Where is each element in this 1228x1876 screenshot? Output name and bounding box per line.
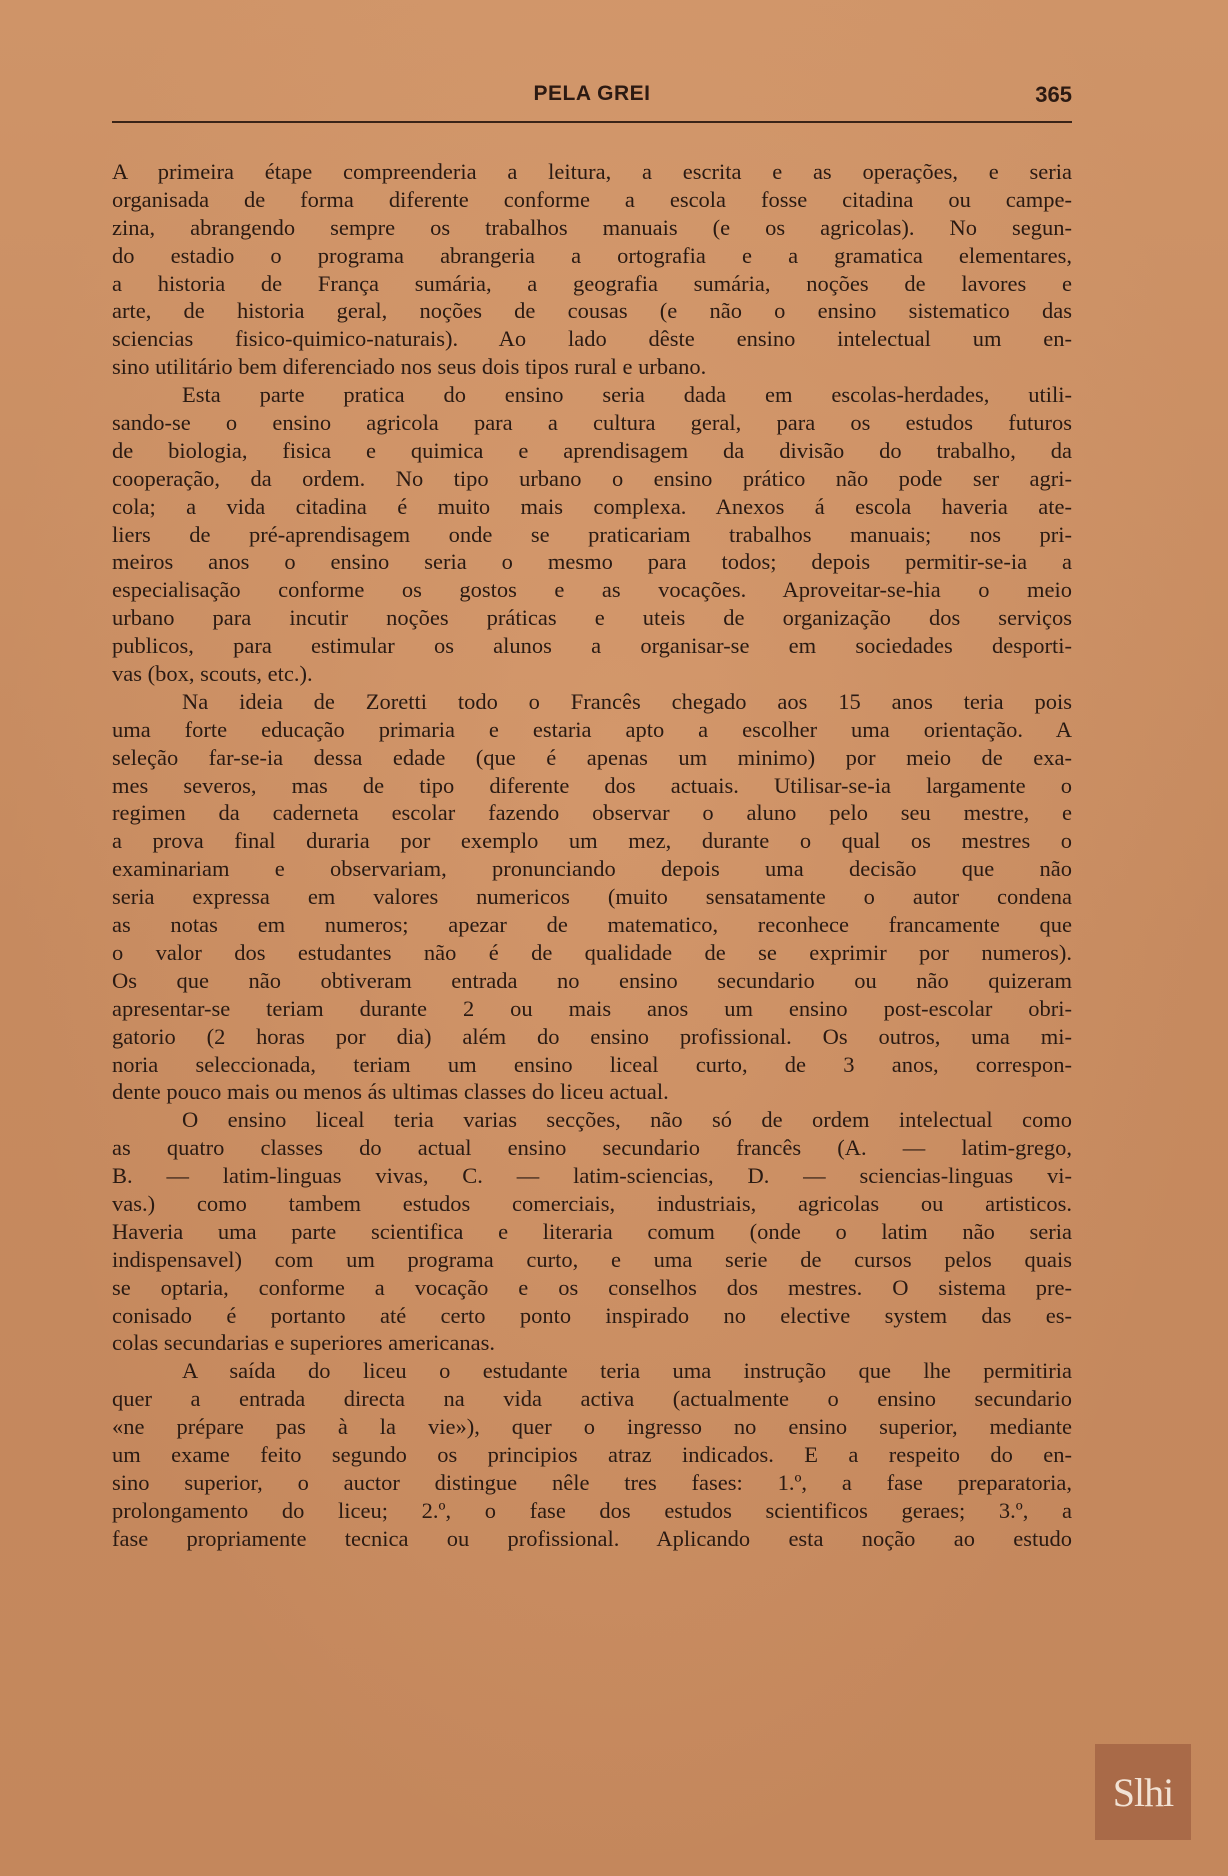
text-line: apresentar-se teriam durante 2 ou mais anos um ensino post-escolar obri- xyxy=(112,995,1072,1021)
text-line: colas secundarias e superiores americanas. xyxy=(112,1330,495,1356)
body-text xyxy=(112,158,1072,1553)
text-line: as notas em numeros; apezar de matematico, reconhece francamente que xyxy=(112,912,1072,938)
text-line: de biologia, fisica e quimica e aprendisagem da divisão do trabalho, da xyxy=(112,437,1072,463)
text-line: quer a entrada directa na vida activa (actualmente o ensino secundario xyxy=(112,1386,1072,1412)
text-line: urbano para incutir noções práticas e uteis de organização dos serviços xyxy=(112,605,1072,631)
text-line: liers de pré-aprendisagem onde se praticariam trabalhos manuais; nos pri- xyxy=(112,521,1072,547)
text-line: organisada de forma diferente conforme a escola fosse citadina ou campe- xyxy=(112,186,1072,212)
text-line: meiros anos o ensino seria o mesmo para todos; depois permitir-se-ia a xyxy=(112,549,1072,575)
text-line: A saída do liceu o estudante teria uma instrução que lhe permitiria xyxy=(182,1358,1072,1384)
text-line: A primeira étape compreenderia a leitura, a escrita e as operações, e seria xyxy=(112,159,1072,184)
text-line: O ensino liceal teria varias secções, não só de ordem intelectual como xyxy=(182,1107,1072,1133)
text-line: um exame feito segundo os principios atraz indicados. E a respeito do en- xyxy=(112,1441,1072,1467)
text-line: seleção far-se-ia dessa edade (que é apenas um minimo) por meio de exa- xyxy=(112,744,1072,770)
text-line: prolongamento do liceu; 2.º, o fase dos estudos scientificos geraes; 3.º, a xyxy=(112,1497,1072,1523)
text-line: cola; a vida citadina é muito mais complexa. Anexos á escola haveria ate- xyxy=(112,493,1072,519)
text-line: «ne prépare pas à la vie»), quer o ingresso no ensino superior, mediante xyxy=(112,1414,1072,1440)
running-title: PELA GREI xyxy=(533,82,651,105)
text-line: arte, de historia geral, noções de cousas (e não o ensino sistematico das xyxy=(112,298,1072,324)
text-line: a prova final duraria por exemplo um mez, durante o qual os mestres o xyxy=(112,828,1072,854)
text-line: conisado é portanto até certo ponto inspirado no elective system das es- xyxy=(112,1302,1072,1328)
text-line: o valor dos estudantes não é de qualidade de se exprimir por numeros). xyxy=(112,939,1072,965)
text-line: sando-se o ensino agricola para a cultura geral, para os estudos futuros xyxy=(112,410,1072,436)
text-line: zina, abrangendo sempre os trabalhos manuais (e os agricolas). No segun- xyxy=(112,214,1072,240)
text-line: examinariam e observariam, pronunciando depois uma decisão que não xyxy=(112,856,1072,882)
text-line: uma forte educação primaria e estaria apto a escolher uma orientação. A xyxy=(112,716,1072,742)
text-line: vas.) como tambem estudos comerciais, industriais, agricolas ou artisticos. xyxy=(112,1190,1072,1216)
text-line: sciencias fisico-quimico-naturais). Ao lado dêste ensino intelectual um en- xyxy=(112,326,1072,352)
text-line: sino superior, o auctor distingue nêle tres fases: 1.º, a fase preparatoria, xyxy=(112,1469,1072,1495)
page-header xyxy=(112,82,1072,116)
text-line: Esta parte pratica do ensino seria dada em escolas-herdades, utili- xyxy=(182,382,1072,408)
text-line: mes severos, mas de tipo diferente dos actuais. Utilisar-se-ia largamente o xyxy=(112,772,1072,798)
text-line: sino utilitário bem diferenciado nos seus dois tipos rural e urbano. xyxy=(112,354,707,380)
text-line: seria expressa em valores numericos (muito sensatamente o autor condena xyxy=(112,884,1072,910)
text-line: gatorio (2 horas por dia) além do ensino profissional. Os outros, uma mi- xyxy=(112,1023,1072,1049)
text-line: B. — latim-linguas vivas, C. — latim-sciencias, D. — sciencias-linguas vi- xyxy=(112,1163,1072,1189)
text-line: Haveria uma parte scientifica e literaria comum (onde o latim não seria xyxy=(112,1218,1072,1244)
page-number: 365 xyxy=(1035,82,1072,107)
text-line: especialisação conforme os gostos e as vocações. Aproveitar-se-hia o meio xyxy=(112,577,1072,603)
text-line: do estadio o programa abrangeria a ortografia e a gramatica elementares, xyxy=(112,242,1072,268)
text-line: Os que não obtiveram entrada no ensino secundario ou não quizeram xyxy=(112,967,1072,993)
header-rule xyxy=(112,121,1072,123)
text-line: indispensavel) com um programa curto, e uma serie de cursos pelos quais xyxy=(112,1246,1072,1272)
text-line: a historia de França sumária, a geografia sumária, noções de lavores e xyxy=(112,270,1072,296)
text-line: Na ideia de Zoretti todo o Francês chegado aos 15 anos teria pois xyxy=(182,688,1072,714)
text-line: fase propriamente tecnica ou profissional. Aplicando esta noção ao estudo xyxy=(112,1525,1072,1551)
library-logo-icon: Slhi xyxy=(1095,1744,1191,1840)
text-line: vas (box, scouts, etc.). xyxy=(112,661,313,687)
text-line: as quatro classes do actual ensino secundario francês (A. — latim-grego, xyxy=(112,1135,1072,1161)
text-line: cooperação, da ordem. No tipo urbano o ensino prático não pode ser agri- xyxy=(112,465,1072,491)
text-line: publicos, para estimular os alunos a organisar-se em sociedades desporti- xyxy=(112,633,1072,659)
text-line: noria seleccionada, teriam um ensino liceal curto, de 3 anos, correspon- xyxy=(112,1051,1072,1077)
text-line: dente pouco mais ou menos ás ultimas classes do liceu actual. xyxy=(112,1079,669,1105)
text-line: se optaria, conforme a vocação e os conselhos dos mestres. O sistema pre- xyxy=(112,1274,1072,1300)
text-line: regimen da caderneta escolar fazendo observar o aluno pelo seu mestre, e xyxy=(112,800,1072,826)
